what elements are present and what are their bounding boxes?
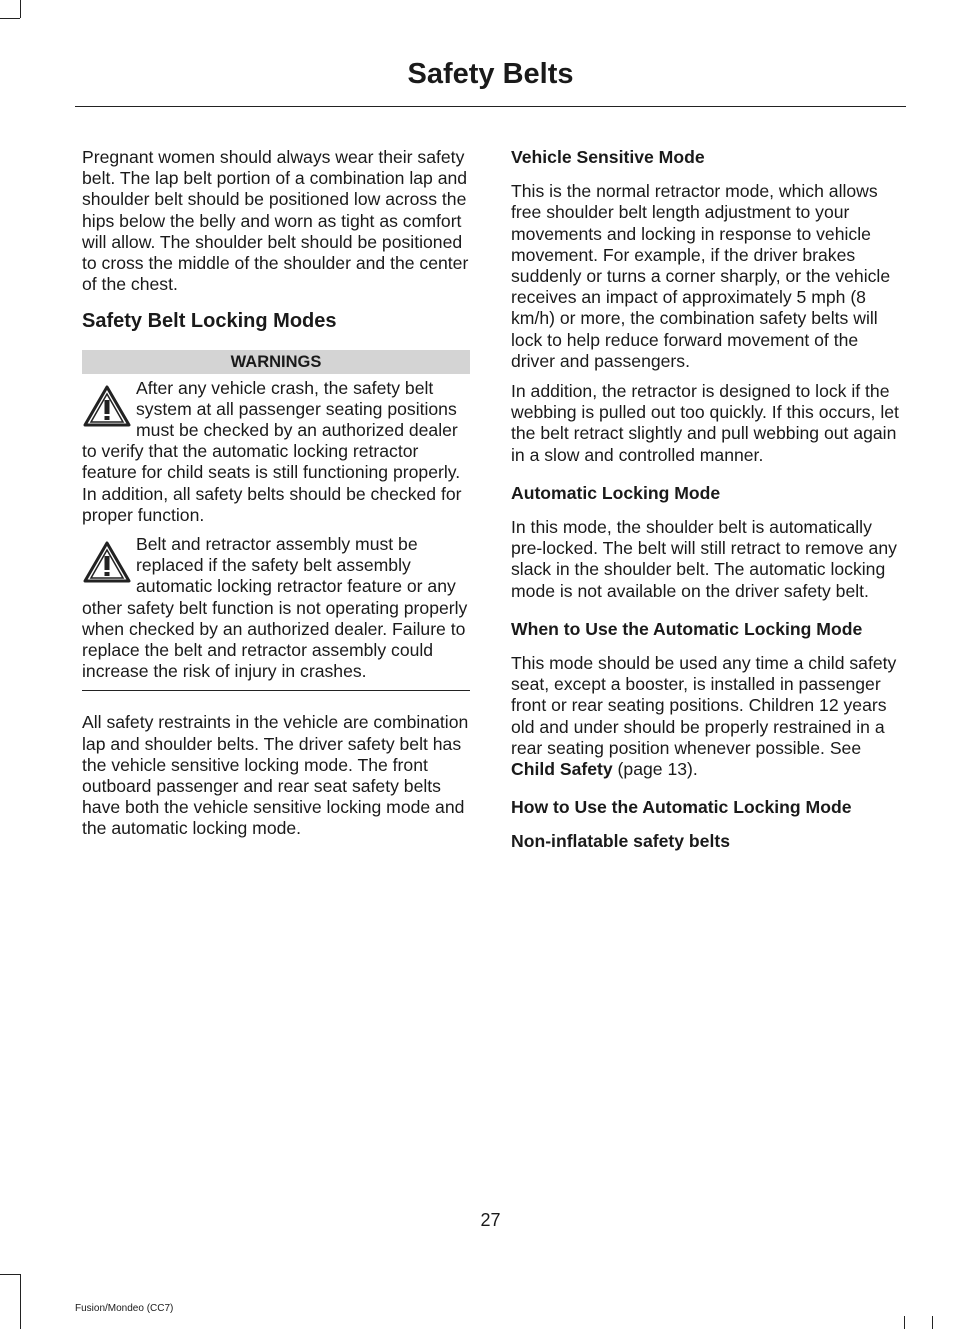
warning-text: Belt and retractor assembly must be replaced if the safety belt assembly automatic locking retractor feature or any other safety belt function is not operating properly when checked by an authorized dealer. Failure to replace the belt and retractor assembly could increase the risk of injury in crashes.	[82, 534, 468, 682]
model-footer: Fusion/Mondeo (CC7)	[75, 1303, 174, 1314]
page-reference: (page 13).	[612, 759, 698, 780]
restraints-paragraph: All safety restraints in the vehicle are combination lap and shoulder belts. The driver safety belt has the vehicle sensitive locking mode. The front outboard passenger and rear seat safety belts have both the vehicle sensitive locking mode and the automatic locking mode.	[82, 712, 469, 839]
warning-triangle-icon	[82, 540, 132, 584]
crop-mark	[932, 1316, 933, 1329]
warnings-end-divider	[82, 690, 470, 691]
page-number: 27	[480, 1210, 501, 1230]
automatic-locking-paragraph: In this mode, the shoulder belt is automatically pre-locked. The belt will still retract to remove any slack in the shoulder belt. The automatic locking mode is not available on the driver safety belt.	[511, 517, 897, 601]
child-safety-link[interactable]: Child Safety	[511, 759, 613, 780]
locking-modes-heading: Safety Belt Locking Modes	[82, 310, 337, 333]
pregnancy-paragraph: Pregnant women should always wear their safety belt. The lap belt portion of a combination lap and shoulder belt should be positioned low across the hips below the belly and worn as tight as comfort will allow. The shoulder belt should be positioned to cross the middle of the shoulder and the center of the chest.	[82, 147, 469, 295]
page-title: Safety Belts	[407, 58, 574, 90]
warning-triangle-icon	[82, 384, 132, 428]
warning-item	[82, 534, 470, 682]
retractor-paragraph: In addition, the retractor is designed to lock if the webbing is pulled out too quickly. If this occurs, let the belt retract slightly and pull webbing out again in a slow and controlled manner.	[511, 381, 899, 465]
crop-mark	[0, 1274, 20, 1275]
vehicle-sensitive-heading: Vehicle Sensitive Mode	[511, 147, 705, 167]
automatic-locking-heading: Automatic Locking Mode	[511, 482, 721, 503]
non-inflatable-heading: Non-inflatable safety belts	[511, 831, 730, 852]
right-column	[511, 147, 903, 866]
when-to-use-paragraph	[511, 653, 903, 780]
left-column	[82, 147, 470, 849]
when-to-use-heading: When to Use the Automatic Locking Mode	[511, 618, 863, 639]
crop-mark	[0, 18, 20, 19]
crop-mark	[20, 0, 21, 18]
vehicle-sensitive-paragraph: This is the normal retractor mode, which allows free shoulder belt length adjustment to your movements and locking in response to vehicle movement. For example, if the driver brakes suddenly or turns a corner sharply, or the vehicle receives an impact of approximately 5 mph (8 km/h) or more, the combination safety belts will lock to help reduce forward movement of the driver and passengers.	[511, 181, 891, 371]
crop-mark	[20, 1274, 21, 1329]
header-divider	[75, 106, 906, 107]
warning-item	[82, 378, 470, 526]
warning-text: After any vehicle crash, the safety belt system at all passenger seating positions must be checked by an authorized dealer to verify that the automatic locking retractor feature for child seats is still functioning properly. In addition, all safety belts should be checked for proper function.	[82, 377, 462, 525]
crop-mark	[904, 1316, 905, 1329]
warnings-banner: WARNINGS	[82, 350, 470, 374]
how-to-use-heading: How to Use the Automatic Locking Mode	[511, 797, 852, 818]
when-to-use-text: This mode should be used any time a child safety seat, except a booster, is installed in passenger front or rear seating positions. Children 12 years old and under should be properly restrained in a rear seating position whenever possible. See	[511, 653, 897, 758]
